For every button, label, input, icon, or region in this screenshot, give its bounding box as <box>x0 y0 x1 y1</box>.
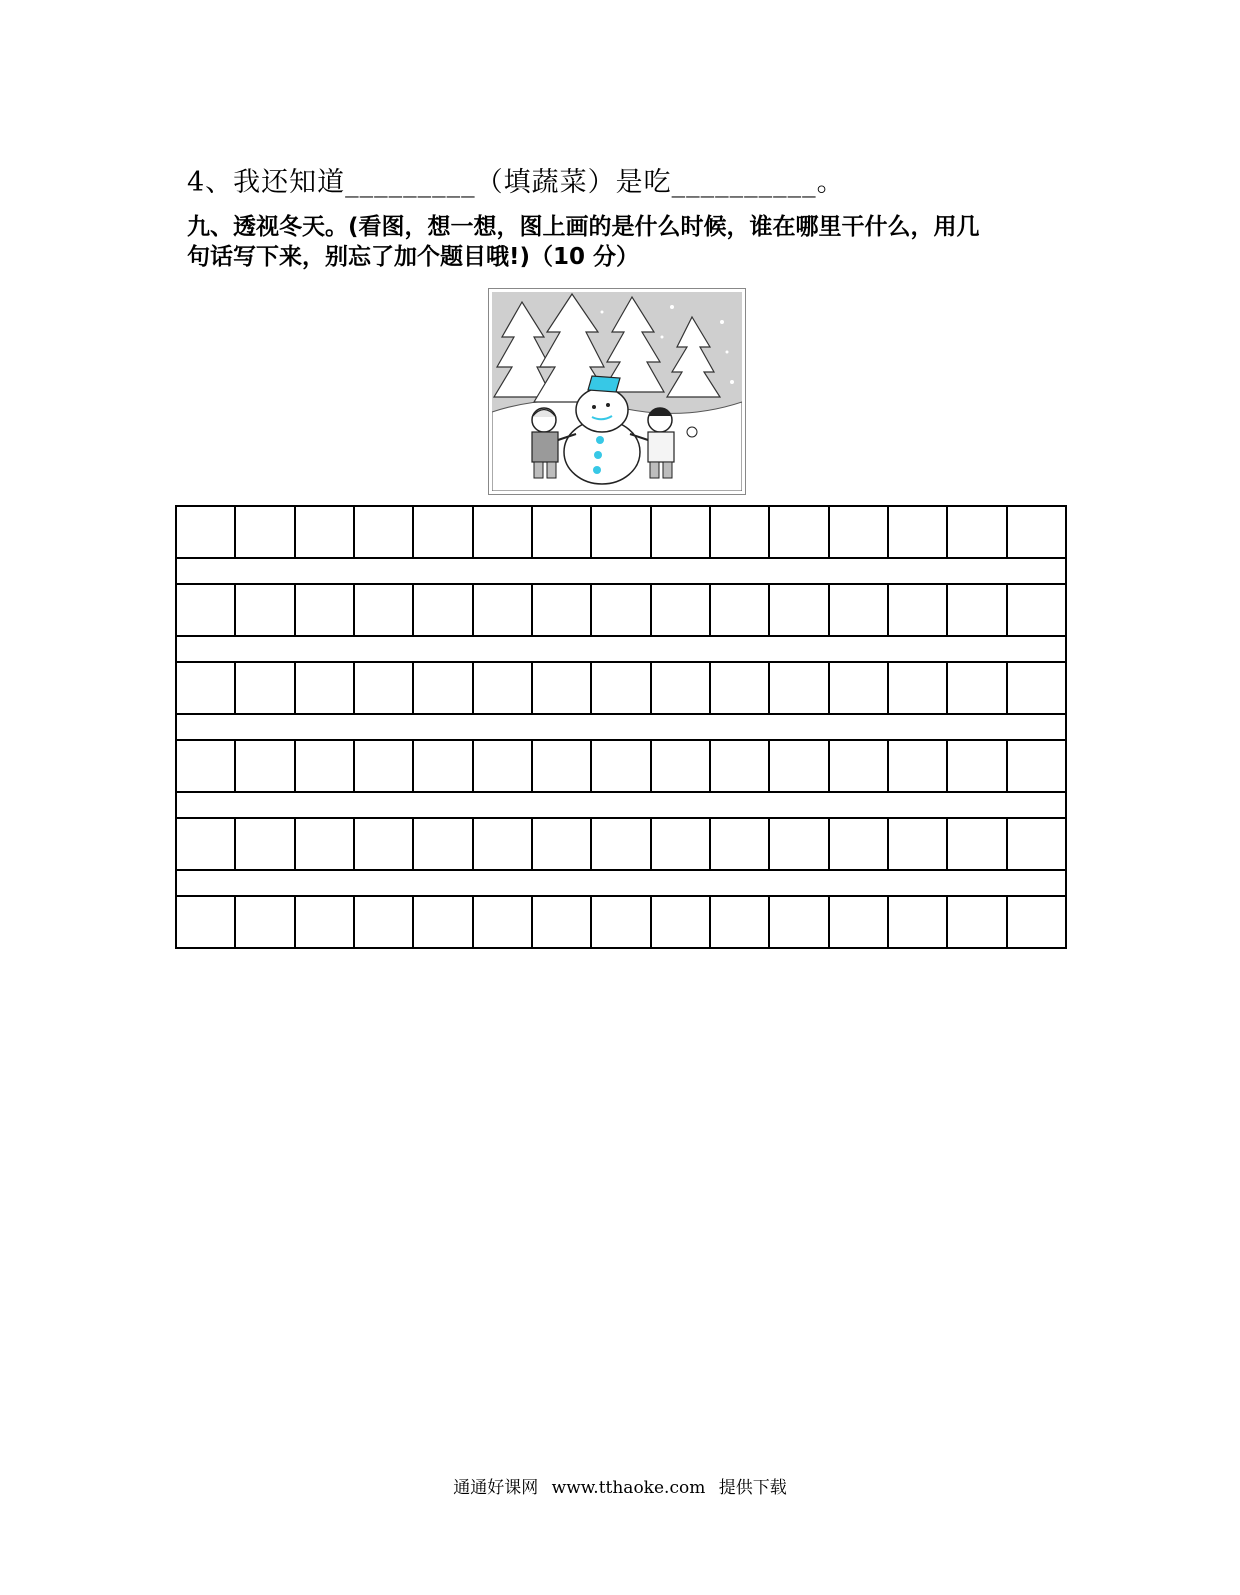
grid-cell[interactable] <box>531 741 590 791</box>
question-4-text: 4、我还知道_________（填蔬菜）是吃__________。 <box>187 167 845 198</box>
grid-cell[interactable] <box>472 585 531 635</box>
grid-cell[interactable] <box>234 663 293 713</box>
grid-cell[interactable] <box>709 585 768 635</box>
grid-cell[interactable] <box>531 819 590 869</box>
grid-row-gap <box>175 793 1067 817</box>
grid-cell[interactable] <box>828 819 887 869</box>
grid-cell[interactable] <box>1006 741 1065 791</box>
footer-site-name: 通通好课网 <box>453 1478 539 1498</box>
grid-cell[interactable] <box>590 585 649 635</box>
grid-cell[interactable] <box>590 663 649 713</box>
grid-cell[interactable] <box>234 585 293 635</box>
grid-cell[interactable] <box>234 897 293 947</box>
grid-cell[interactable] <box>887 897 946 947</box>
grid-row-1 <box>175 505 1067 559</box>
grid-row-2 <box>175 583 1067 637</box>
grid-cell[interactable] <box>234 741 293 791</box>
grid-cell[interactable] <box>887 585 946 635</box>
grid-cell[interactable] <box>177 663 234 713</box>
grid-cell[interactable] <box>353 741 412 791</box>
grid-cell[interactable] <box>353 819 412 869</box>
grid-cell[interactable] <box>768 819 827 869</box>
grid-cell[interactable] <box>946 507 1005 557</box>
grid-cell[interactable] <box>828 507 887 557</box>
page-footer <box>0 1473 1240 1498</box>
grid-cell[interactable] <box>531 585 590 635</box>
grid-cell[interactable] <box>709 741 768 791</box>
grid-cell[interactable] <box>294 507 353 557</box>
grid-cell[interactable] <box>531 507 590 557</box>
grid-cell[interactable] <box>1006 819 1065 869</box>
grid-cell[interactable] <box>294 741 353 791</box>
grid-cell[interactable] <box>353 585 412 635</box>
grid-cell[interactable] <box>472 897 531 947</box>
grid-cell[interactable] <box>650 663 709 713</box>
grid-cell[interactable] <box>887 663 946 713</box>
grid-cell[interactable] <box>709 819 768 869</box>
winter-snowman-picture <box>488 288 746 495</box>
grid-cell[interactable] <box>887 741 946 791</box>
grid-cell[interactable] <box>828 741 887 791</box>
grid-cell[interactable] <box>294 897 353 947</box>
grid-row-gap <box>175 715 1067 739</box>
grid-cell[interactable] <box>650 741 709 791</box>
grid-cell[interactable] <box>177 585 234 635</box>
grid-cell[interactable] <box>590 897 649 947</box>
grid-cell[interactable] <box>768 663 827 713</box>
grid-cell[interactable] <box>412 663 471 713</box>
grid-cell[interactable] <box>709 897 768 947</box>
grid-cell[interactable] <box>1006 897 1065 947</box>
grid-cell[interactable] <box>887 507 946 557</box>
grid-cell[interactable] <box>828 897 887 947</box>
grid-cell[interactable] <box>294 585 353 635</box>
grid-cell[interactable] <box>412 819 471 869</box>
grid-cell[interactable] <box>768 741 827 791</box>
grid-cell[interactable] <box>294 819 353 869</box>
grid-cell[interactable] <box>946 897 1005 947</box>
grid-row-5 <box>175 817 1067 871</box>
footer-suffix: 提供下载 <box>718 1478 787 1498</box>
grid-cell[interactable] <box>768 507 827 557</box>
grid-cell[interactable] <box>1006 663 1065 713</box>
grid-cell[interactable] <box>531 897 590 947</box>
grid-row-4 <box>175 739 1067 793</box>
grid-cell[interactable] <box>946 741 1005 791</box>
grid-cell[interactable] <box>472 663 531 713</box>
question-9-prompt <box>187 212 1057 272</box>
grid-cell[interactable] <box>590 507 649 557</box>
question-9-line-2: 句话写下来，别忘了加个题目哦!)（10 分） <box>187 244 640 270</box>
grid-row-gap <box>175 637 1067 661</box>
snowman-winter-scene-icon <box>492 292 742 491</box>
footer-url[interactable]: www.tthaoke.com <box>551 1478 706 1498</box>
grid-cell[interactable] <box>768 585 827 635</box>
grid-cell[interactable] <box>353 507 412 557</box>
grid-cell[interactable] <box>650 585 709 635</box>
grid-cell[interactable] <box>177 507 234 557</box>
grid-cell[interactable] <box>234 819 293 869</box>
grid-cell[interactable] <box>946 819 1005 869</box>
grid-cell[interactable] <box>177 741 234 791</box>
grid-cell[interactable] <box>353 663 412 713</box>
grid-cell[interactable] <box>472 507 531 557</box>
grid-cell[interactable] <box>531 663 590 713</box>
grid-cell[interactable] <box>412 897 471 947</box>
grid-cell[interactable] <box>650 819 709 869</box>
grid-cell[interactable] <box>1006 585 1065 635</box>
grid-cell[interactable] <box>768 897 827 947</box>
grid-cell[interactable] <box>294 663 353 713</box>
grid-cell[interactable] <box>709 507 768 557</box>
writing-grid <box>175 505 1067 949</box>
grid-cell[interactable] <box>353 897 412 947</box>
grid-cell[interactable] <box>590 741 649 791</box>
question-9-line-1: 九、透视冬天。(看图，想一想，图上画的是什么时候，谁在哪里干什么，用几 <box>187 214 980 240</box>
grid-cell[interactable] <box>472 819 531 869</box>
grid-cell[interactable] <box>1006 507 1065 557</box>
grid-cell[interactable] <box>472 741 531 791</box>
grid-cell[interactable] <box>177 819 234 869</box>
grid-cell[interactable] <box>412 585 471 635</box>
grid-row-3 <box>175 661 1067 715</box>
grid-cell[interactable] <box>709 663 768 713</box>
grid-cell[interactable] <box>590 819 649 869</box>
grid-cell[interactable] <box>650 897 709 947</box>
grid-cell[interactable] <box>887 819 946 869</box>
grid-cell[interactable] <box>177 897 234 947</box>
grid-row-gap <box>175 559 1067 583</box>
grid-row-gap <box>175 871 1067 895</box>
grid-cell[interactable] <box>828 663 887 713</box>
grid-cell[interactable] <box>234 507 293 557</box>
grid-row-6 <box>175 895 1067 949</box>
grid-cell[interactable] <box>412 741 471 791</box>
grid-cell[interactable] <box>828 585 887 635</box>
grid-cell[interactable] <box>946 585 1005 635</box>
grid-cell[interactable] <box>946 663 1005 713</box>
grid-cell[interactable] <box>412 507 471 557</box>
grid-cell[interactable] <box>650 507 709 557</box>
